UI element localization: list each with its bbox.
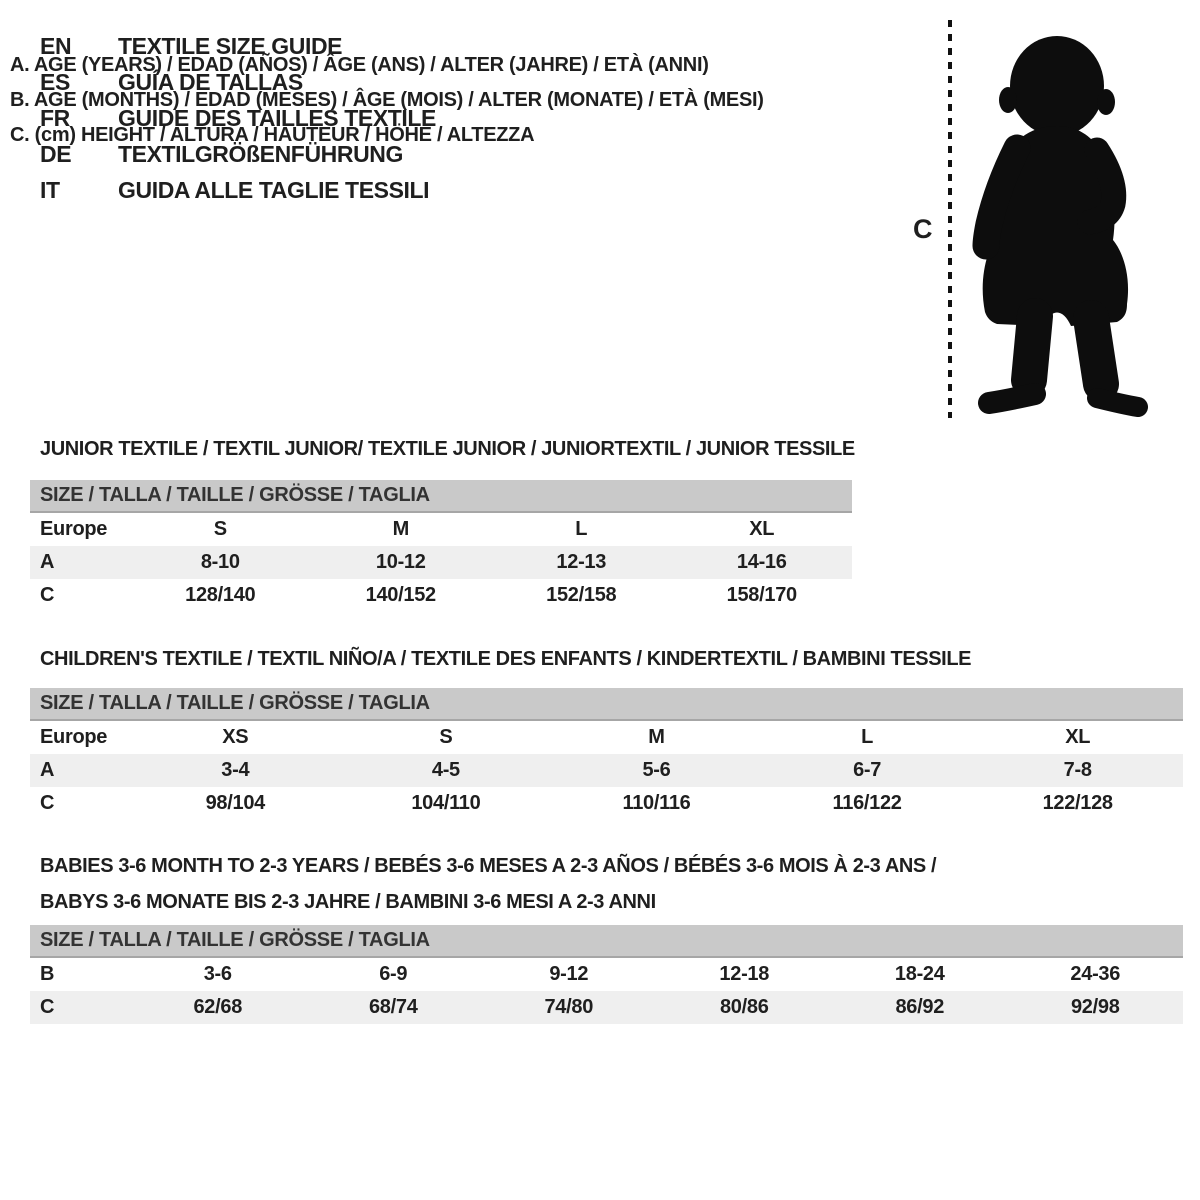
size-value: 14-16 xyxy=(736,551,787,573)
language-title: TEXTILE SIZE GUIDE xyxy=(118,32,343,59)
size-value: 5-6 xyxy=(642,759,671,781)
language-code: FR xyxy=(40,104,70,131)
row-label: C xyxy=(40,792,55,814)
size-value: 8-10 xyxy=(200,551,240,573)
section-title-line: BABIES 3-6 MONTH TO 2-3 YEARS / BEBÉS 3-6 MESES A 2-3 AÑOS / BÉBÉS 3-6 MOIS À 2-3 ANS / xyxy=(40,855,937,877)
language-title: GUÍA DE TALLAS xyxy=(118,68,303,95)
size-table xyxy=(30,480,852,612)
size-value: 128/140 xyxy=(185,584,256,606)
table-size-header: SIZE / TALLA / TAILLE / GRÖSSE / TAGLIA xyxy=(30,925,1183,958)
legend-line: A. AGE (YEARS) / EDAD (AÑOS) / ÂGE (ANS) / ALTER (JAHRE) / ETÀ (ANNI) xyxy=(10,54,709,76)
size-value: 9-12 xyxy=(549,963,589,985)
section-title-line: BABYS 3-6 MONATE BIS 2-3 JAHRE / BAMBINI 3-6 MESI A 2-3 ANNI xyxy=(40,891,656,913)
language-code: IT xyxy=(40,176,60,203)
size-value: 6-9 xyxy=(379,963,408,985)
row-label: Europe xyxy=(40,518,108,540)
toddler-silhouette-icon xyxy=(905,8,1155,438)
size-value: L xyxy=(861,726,874,748)
size-value: S xyxy=(213,518,227,540)
section-title-line: CHILDREN'S TEXTILE / TEXTIL NIÑO/A / TEXTILE DES ENFANTS / KINDERTEXTIL / BAMBINI TESSILE xyxy=(40,648,972,670)
language-row xyxy=(40,136,436,172)
size-value: 110/116 xyxy=(622,792,691,814)
size-value: 68/74 xyxy=(368,996,418,1018)
size-value: 122/128 xyxy=(1042,792,1113,814)
size-value: 7-8 xyxy=(1063,759,1092,781)
language-code: ES xyxy=(40,68,70,95)
size-value: 140/152 xyxy=(365,584,436,606)
section-title xyxy=(40,438,1190,460)
legend-line: C. (cm) HEIGHT / ALTURA / HAUTEUR / HÖHE / ALTEZZA xyxy=(10,124,535,146)
size-value: 116/122 xyxy=(832,792,902,814)
size-value: 10-12 xyxy=(375,551,426,573)
size-value: 104/110 xyxy=(411,792,481,814)
language-code: EN xyxy=(40,32,72,59)
size-section xyxy=(30,648,1190,820)
table-row xyxy=(30,754,1183,787)
table-row xyxy=(30,991,1183,1024)
size-tables xyxy=(30,438,1190,1024)
table-row xyxy=(30,546,852,579)
table-row xyxy=(30,958,1183,991)
size-value: 3-4 xyxy=(221,759,250,781)
section-title xyxy=(40,648,1190,670)
size-value: 18-24 xyxy=(894,963,945,985)
language-code: DE xyxy=(40,140,72,167)
language-title: TEXTILGRÖßENFÜHRUNG xyxy=(118,140,403,167)
size-value: M xyxy=(648,726,665,748)
table-row xyxy=(30,579,852,612)
size-value: 152/158 xyxy=(546,584,617,606)
size-value: S xyxy=(439,726,453,748)
language-row xyxy=(40,100,436,136)
size-value: M xyxy=(392,518,409,540)
size-value: 86/92 xyxy=(895,996,945,1018)
size-section xyxy=(30,438,1190,612)
size-value: XS xyxy=(222,726,249,748)
size-value: 12-18 xyxy=(719,963,770,985)
height-measure-figure xyxy=(905,8,1155,438)
section-title xyxy=(40,848,1190,920)
language-title-list xyxy=(40,28,436,208)
row-label: C xyxy=(40,996,55,1018)
row-label: C xyxy=(40,584,55,606)
legend-line: B. AGE (MONTHS) / EDAD (MESES) / ÂGE (MOIS) / ALTER (MONATE) / ETÀ (MESI) xyxy=(10,89,764,111)
table-size-header: SIZE / TALLA / TAILLE / GRÖSSE / TAGLIA xyxy=(30,480,852,513)
size-value: 3-6 xyxy=(203,963,232,985)
size-value: 98/104 xyxy=(205,792,265,814)
table-row xyxy=(30,787,1183,820)
measure-c-label: C xyxy=(913,214,933,244)
row-label: B xyxy=(40,963,55,985)
size-value: 4-5 xyxy=(431,759,460,781)
language-title: GUIDA ALLE TAGLIE TESSILI xyxy=(118,176,430,203)
section-title-line: JUNIOR TEXTILE / TEXTIL JUNIOR/ TEXTILE JUNIOR / JUNIORTEXTIL / JUNIOR TESSILE xyxy=(40,438,855,460)
row-label: Europe xyxy=(40,726,108,748)
row-label: A xyxy=(40,551,55,573)
size-value: L xyxy=(575,518,588,540)
size-value: 92/98 xyxy=(1070,996,1120,1018)
size-value: 12-13 xyxy=(556,551,607,573)
table-row xyxy=(30,513,852,546)
language-row xyxy=(40,172,436,208)
size-section xyxy=(30,848,1190,1024)
table-size-header: SIZE / TALLA / TAILLE / GRÖSSE / TAGLIA xyxy=(30,688,1183,721)
row-label: A xyxy=(40,759,55,781)
table-row xyxy=(30,721,1183,754)
size-value: XL xyxy=(749,518,775,540)
size-value: 74/80 xyxy=(544,996,594,1018)
size-value: 24-36 xyxy=(1070,963,1121,985)
size-value: XL xyxy=(1065,726,1091,748)
size-value: 6-7 xyxy=(853,759,882,781)
language-row xyxy=(40,28,436,64)
size-value: 62/68 xyxy=(193,996,243,1018)
size-table xyxy=(30,925,1183,1024)
language-title: GUIDE DES TAILLES TEXTILE xyxy=(118,104,436,131)
size-value: 158/170 xyxy=(726,584,797,606)
size-value: 80/86 xyxy=(719,996,769,1018)
size-table xyxy=(30,688,1183,820)
language-row xyxy=(40,64,436,100)
